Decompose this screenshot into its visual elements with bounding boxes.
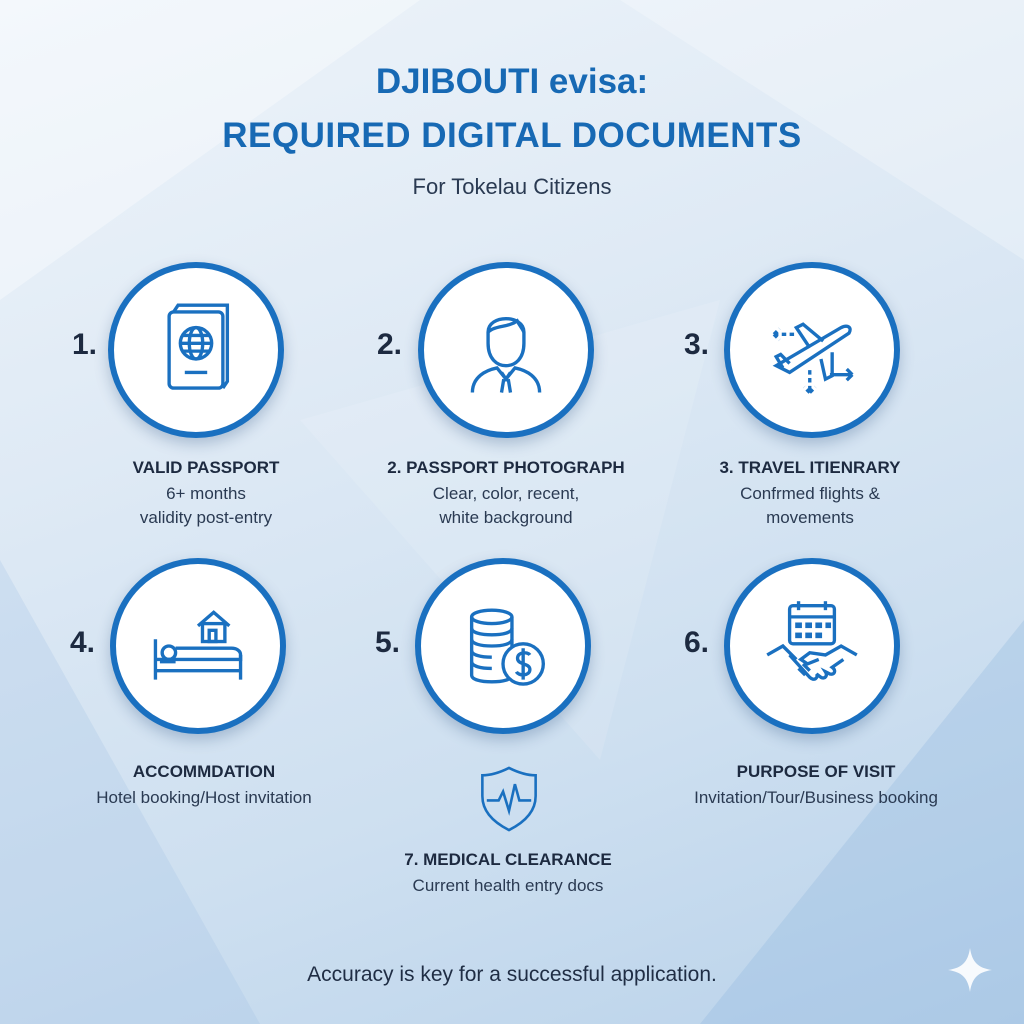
item-number-6: 6. [684,626,710,659]
item-circle-itinerary [724,262,900,438]
item-number-2: 2. [377,328,403,361]
person-portrait-icon [450,294,562,406]
item-circle-photograph [418,262,594,438]
item-circle-funds [415,558,591,734]
item-circle-purpose [724,558,900,734]
page-subtitle: For Tokelau Citizens [412,174,612,199]
item-number-1: 1. [72,328,98,361]
item-label-1: VALID PASSPORT [132,458,280,477]
item-desc-2a: Clear, color, recent, [432,484,580,503]
passport-icon [140,294,252,406]
item-label-4: ACCOMMDATION [132,762,276,781]
item-desc-4a: Hotel booking/Host invitation [96,788,312,807]
item-label-6: PURPOSE OF VISIT [736,762,896,781]
footer-note: Accuracy is key for a successful application. [307,963,717,986]
airplane-icon [756,294,868,406]
item-desc-3b: movements [766,508,854,527]
item-number-4: 4. [70,626,96,659]
item-desc-6a: Invitation/Tour/Business booking [694,788,938,807]
item-number-3: 3. [684,328,710,361]
item-desc-1a: 6+ months [166,484,246,503]
item-label-7: 7. MEDICAL CLEARANCE [404,850,612,869]
item-desc-3a: Confrmed flights & [740,484,880,503]
calendar-handshake-icon [756,590,868,702]
shield-heartbeat-icon [472,762,546,836]
item-label-2: 2. PASSPORT PHOTOGRAPH [387,458,625,477]
page-title-line1: DJIBOUTI evisa: [375,62,649,101]
sparkle-icon [944,944,996,996]
item-desc-2b: white background [439,508,573,527]
item-desc-1b: validity post-entry [139,508,273,527]
coins-dollar-icon [447,590,559,702]
bed-house-icon [142,590,254,702]
item-desc-7a: Current health entry docs [412,876,604,895]
item-circle-accommodation [110,558,286,734]
item-label-3: 3. TRAVEL ITIENRARY [719,458,901,477]
item-number-5: 5. [375,626,401,659]
item-circle-passport [108,262,284,438]
page-title-line2: REQUIRED DIGITAL DOCUMENTS [222,116,802,155]
